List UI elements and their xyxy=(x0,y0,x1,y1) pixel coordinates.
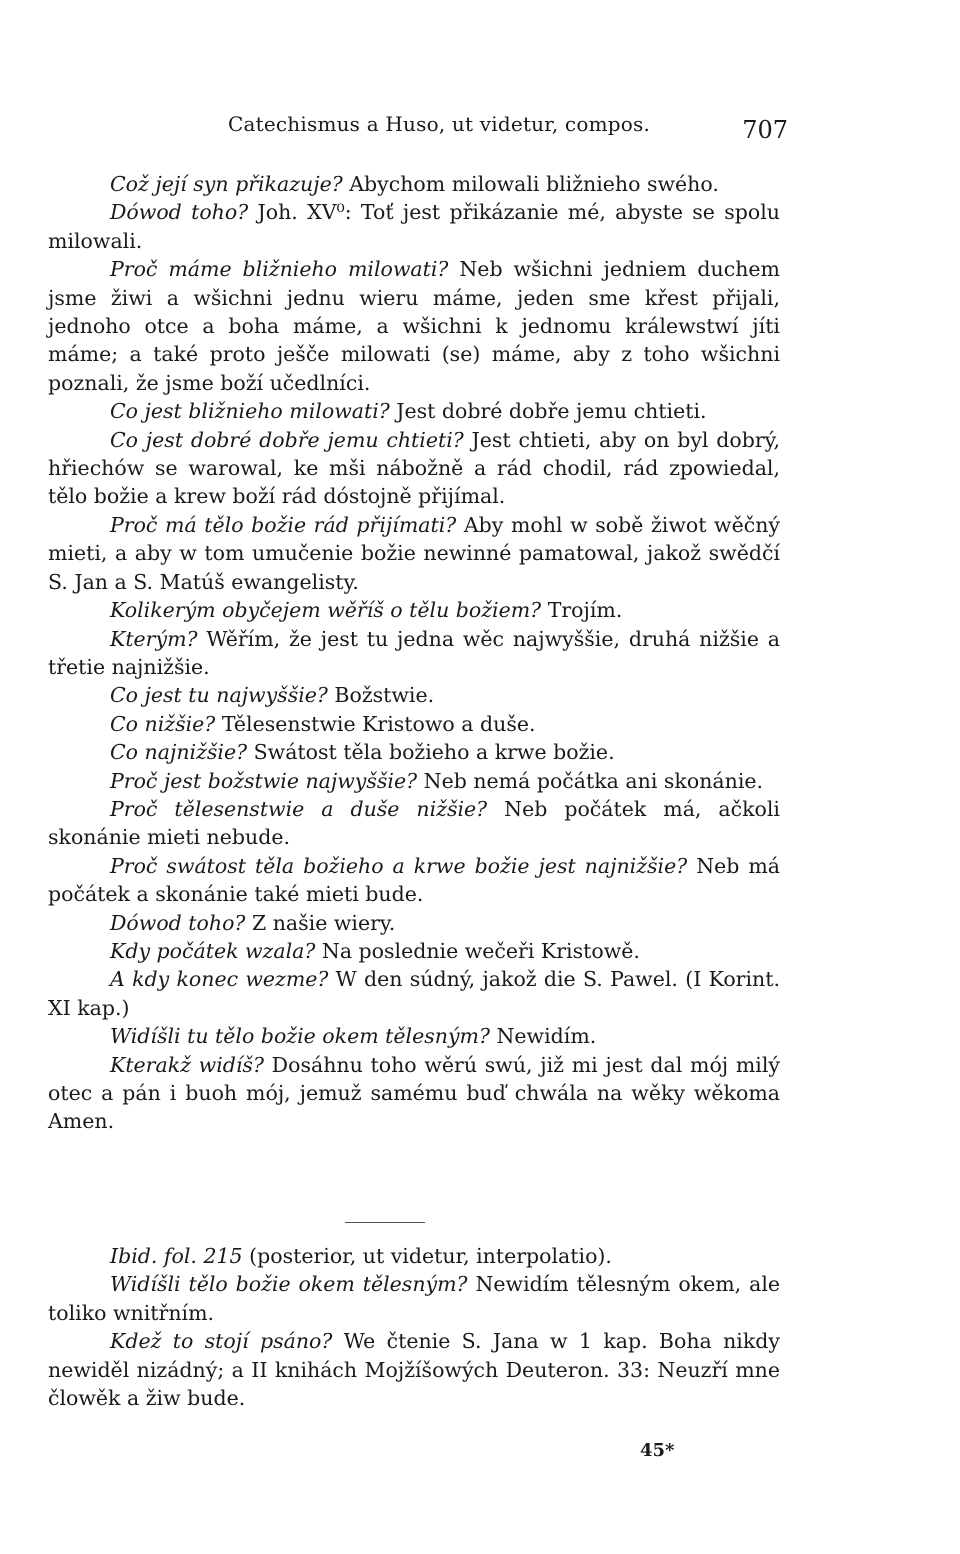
question: Co najnižšie? xyxy=(110,740,248,765)
answer: Jest dobré dobře jemu chtieti. xyxy=(389,399,707,424)
answer: Aby mohl w sobě žiwot wěčný mieti, a aby w tom umučenie božie newinné pamatowal, jakož swědčí S. Jan a S. Matúš ewangelisty. xyxy=(48,512,780,594)
answer: Neb wšichni jedniem duchem jsme žiwi a wšichni jednu wieru máme, jeden sme křest přijali, jednoho otce a boha máme, a wšichni k jednomu králewstwí jíti máme; a také proto ješče milowati (se) máme, aby z toho wšichni poznali, že jsme boží učedlníci. xyxy=(48,257,780,395)
question: Kterým? xyxy=(110,626,198,651)
question: Proč swátost těla božieho a krwe božie jest najnižšie? xyxy=(110,853,688,878)
answer: Dosáhnu toho wěrú swú, již mi jest dal mój milý otec a pán i buoh mój, jemuž samému buď chwála na wěky wěkoma Amen. xyxy=(48,1052,780,1134)
paragraph xyxy=(48,681,780,709)
question: Co nižšie? xyxy=(110,711,216,736)
answer: Tělesenstwie Kristowo a duše. xyxy=(215,711,536,736)
question: Dówod toho? xyxy=(110,200,249,225)
paragraph xyxy=(48,909,780,937)
question: Co jest tu najwyššie? xyxy=(110,683,328,708)
question: Widíšli tělo božie okem tělesným? xyxy=(110,1272,468,1297)
page-number: 707 xyxy=(742,116,788,144)
running-head: Catechismus a Huso, ut videtur, compos. xyxy=(228,112,651,136)
paragraph xyxy=(48,1327,780,1412)
answer: Na poslednie wečeři Kristowě. xyxy=(315,938,640,963)
paragraph xyxy=(48,625,780,682)
page-header xyxy=(48,112,788,152)
paragraph xyxy=(48,397,780,425)
paragraph xyxy=(48,1242,780,1270)
question: Proč má tělo božie rád přijímati? xyxy=(110,512,457,537)
question: Proč tělesenstwie a duše nižšie? xyxy=(110,796,488,821)
paragraph xyxy=(48,1051,780,1136)
answer: We čtenie S. Jana w 1 kap. Boha nikdy newiděl nizádný; a II knihách Mojžíšowých Deuteron. 33: Neuzří mne člowěk a žiw bude. xyxy=(48,1329,780,1411)
paragraph xyxy=(48,1270,780,1327)
answer: W den súdný, jakož die S. Pawel. (I Korint. XI kap.) xyxy=(48,967,780,1020)
appendix-text xyxy=(48,1242,780,1412)
question: Kdy počátek wzala? xyxy=(110,938,316,963)
answer: Neb nemá počátka ani skonánie. xyxy=(417,768,764,793)
question: Co jest dobré dobře jemu chtieti? xyxy=(110,427,464,452)
paragraph xyxy=(48,937,780,965)
answer: Newidím tělesným okem, ale toliko wnitřním. xyxy=(48,1272,781,1325)
answer: Z našie wiery. xyxy=(245,910,396,935)
paragraph xyxy=(48,852,780,909)
question: Proč jest božstwie najwyššie? xyxy=(110,768,418,793)
question: Což její syn přikazuje? xyxy=(110,172,343,196)
paragraph xyxy=(48,170,780,198)
question: Dówod toho? xyxy=(110,910,246,935)
question: Kdež to stojí psáno? xyxy=(110,1329,333,1354)
answer: Wěřím, že jest tu jedna wěc najwyššie, druhá nižšie a třetie najnižšie. xyxy=(48,626,780,679)
section-divider xyxy=(345,1222,425,1223)
answer: Božstwie. xyxy=(327,683,435,708)
answer: Newidím. xyxy=(489,1024,597,1049)
signature-mark: 45* xyxy=(640,1440,675,1461)
source-reference: Ibid. fol. 215 xyxy=(110,1244,243,1268)
paragraph xyxy=(48,198,780,255)
paragraph xyxy=(48,767,780,795)
question: Widíšli tu tělo božie okem tělesným? xyxy=(110,1024,490,1049)
paragraph xyxy=(48,511,780,596)
answer: Abychom milowali bližnieho swého. xyxy=(342,172,719,196)
question: Proč máme bližnieho milowati? xyxy=(110,257,449,282)
paragraph xyxy=(48,738,780,766)
question: Kolikerým obyčejem wěříš o tělu božiem? xyxy=(110,598,542,623)
answer: Trojím. xyxy=(541,598,623,623)
paragraph xyxy=(48,255,780,397)
paragraph xyxy=(48,1022,780,1050)
paragraph xyxy=(48,965,780,1022)
answer: Neb má počátek a skonánie také mieti bude. xyxy=(48,853,781,907)
paragraph xyxy=(48,426,780,511)
question: A kdy konec wezme? xyxy=(110,967,329,992)
source-note: (posterior, ut videtur, interpolatio). xyxy=(242,1244,612,1268)
answer: Swátost těla božieho a krwe božie. xyxy=(247,740,615,765)
paragraph xyxy=(48,795,780,852)
paragraph xyxy=(48,710,780,738)
answer: Neb počátek má, ačkoli skonánie mieti nebude. xyxy=(48,796,780,850)
answer: Jest chtieti, aby on byl dobrý, hřiechów se warowal, ke mši nábožně a rád chodil, rád zpowiedal, tělo božie a krew boží rád dóstojně přijímal. xyxy=(48,427,780,509)
question: Co jest bližnieho milowati? xyxy=(110,399,390,424)
question: Kterakž widíš? xyxy=(110,1052,264,1077)
main-text xyxy=(48,170,780,1136)
paragraph xyxy=(48,596,780,624)
answer: Joh. XV⁰: Toť jest přikázanie mé, abyste se spolu milowali. xyxy=(48,200,780,253)
